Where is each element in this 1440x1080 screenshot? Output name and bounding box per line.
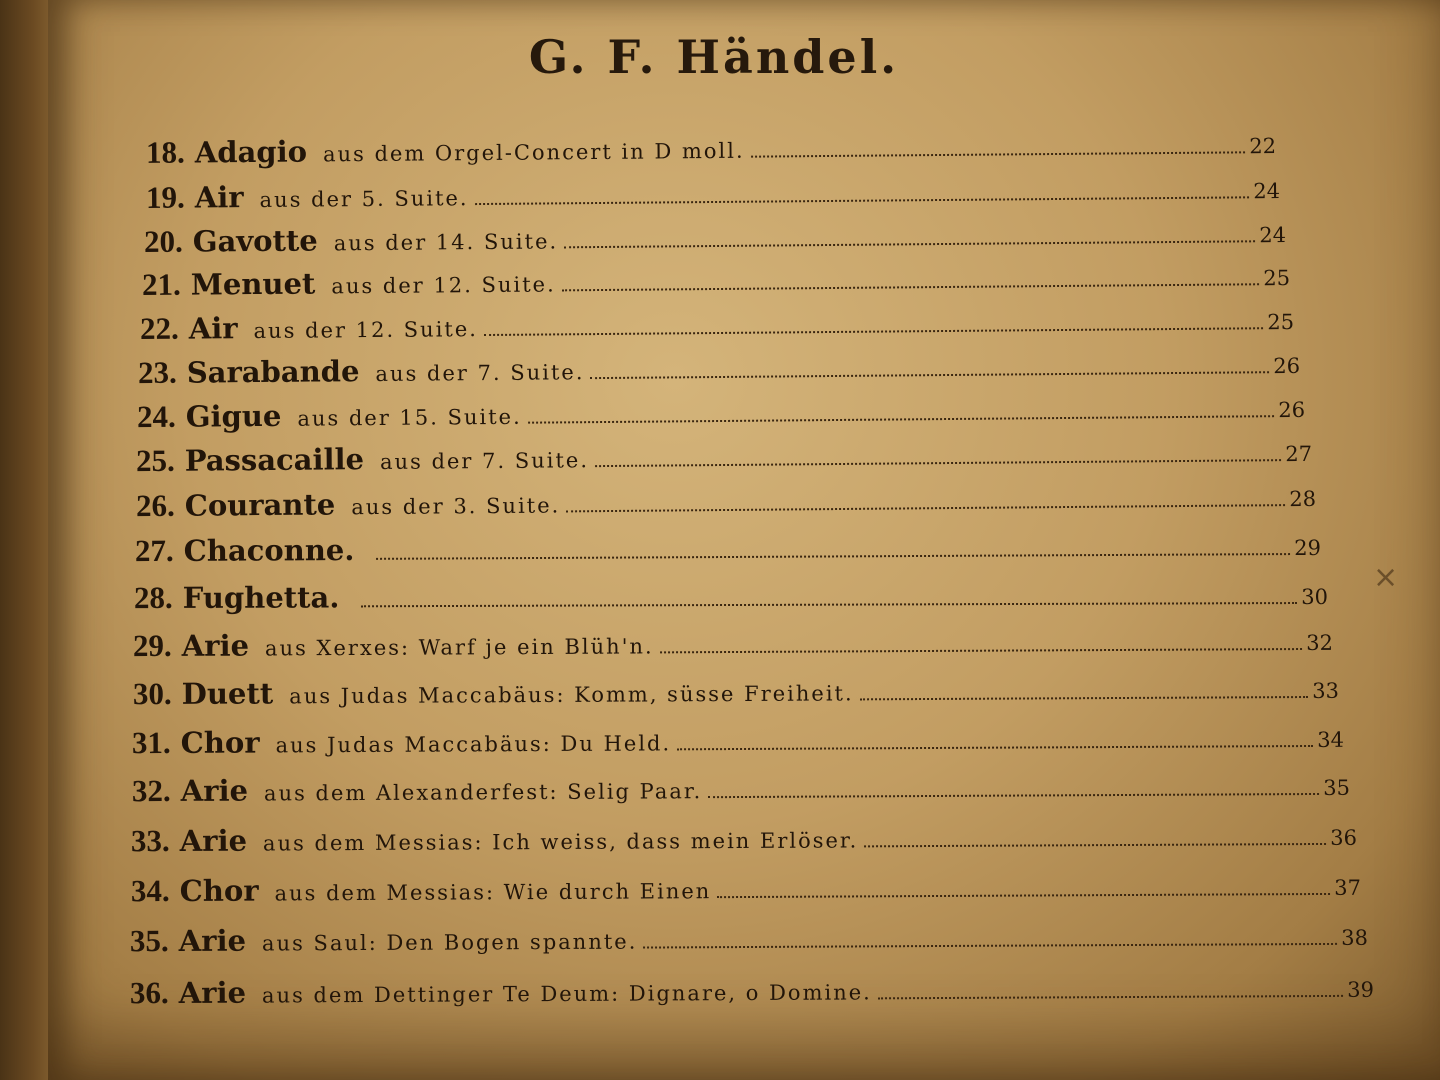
entry-page: 30 xyxy=(1301,584,1329,610)
entry-page: 24 xyxy=(1253,179,1281,204)
entry-number: 21. xyxy=(141,266,181,303)
entry-work: Passacaille xyxy=(184,442,365,478)
entry-number: 18. xyxy=(145,134,185,170)
entry-number: 32. xyxy=(131,772,171,809)
dot-leader xyxy=(595,459,1281,467)
toc-entry xyxy=(138,345,1300,391)
entry-page: 37 xyxy=(1334,875,1362,900)
entry-page: 28 xyxy=(1289,486,1317,512)
toc-entry xyxy=(130,917,1368,959)
toc-entry xyxy=(136,478,1316,524)
entry-number: 22. xyxy=(139,310,179,347)
dot-leader xyxy=(751,151,1246,157)
entry-work: Arie xyxy=(178,975,247,1011)
entry-work: Arie xyxy=(181,628,250,663)
dot-leader xyxy=(643,943,1337,949)
entry-number: 25. xyxy=(135,442,175,479)
entry-work: Arie xyxy=(179,823,248,858)
entry-page: 35 xyxy=(1323,775,1351,800)
toc-entry xyxy=(131,867,1361,909)
toc-entry xyxy=(132,719,1344,761)
entry-number: 27. xyxy=(134,532,174,569)
entry-number: 30. xyxy=(132,675,172,712)
entry-number: 36. xyxy=(129,975,169,1011)
entry-detail: aus der 7. Suite. xyxy=(379,448,590,475)
toc-entry xyxy=(144,214,1286,260)
entry-number: 33. xyxy=(130,823,170,859)
entry-page: 32 xyxy=(1306,630,1334,655)
entry-work: Adagio xyxy=(194,134,308,170)
entry-number: 34. xyxy=(130,873,170,909)
dot-leader xyxy=(860,696,1309,700)
dot-leader xyxy=(484,327,1263,336)
entry-work: Gavotte xyxy=(192,223,318,259)
entry-number: 31. xyxy=(131,724,171,761)
dot-leader xyxy=(864,843,1326,847)
entry-detail: aus dem Messias: Wie durch Einen xyxy=(274,879,712,906)
toc-entry xyxy=(137,389,1305,435)
entry-work: Chor xyxy=(179,873,259,908)
entry-number: 23. xyxy=(137,354,177,391)
toc-entry xyxy=(133,670,1339,712)
toc-entry xyxy=(136,433,1312,479)
entry-detail: aus der 15. Suite. xyxy=(297,404,522,431)
entry-page: 25 xyxy=(1263,265,1291,291)
dot-leader xyxy=(566,504,1285,512)
entry-work: Menuet xyxy=(190,266,316,302)
entry-number: 35. xyxy=(129,923,169,959)
entry-detail: aus Judas Maccabäus: Du Held. xyxy=(275,731,672,758)
dot-leader xyxy=(376,553,1290,560)
dot-leader xyxy=(361,602,1297,607)
entry-work: Arie xyxy=(178,923,247,958)
entry-work: Sarabande xyxy=(186,354,360,390)
toc-entry xyxy=(146,170,1280,216)
entry-work: Fughetta. xyxy=(182,580,340,615)
dot-leader xyxy=(590,371,1269,379)
dot-leader xyxy=(562,283,1260,291)
entry-number: 29. xyxy=(132,627,172,664)
toc-entry xyxy=(132,767,1350,809)
entry-work: Duett xyxy=(181,676,274,711)
entry-detail: aus dem Dettinger Te Deum: Dignare, o Domine. xyxy=(261,980,872,1008)
entry-page: 27 xyxy=(1285,441,1313,467)
entry-detail: aus dem Orgel-Concert in D moll. xyxy=(322,138,745,167)
entry-detail: aus der 3. Suite. xyxy=(351,493,561,520)
entry-work: Air xyxy=(194,180,244,215)
entry-page: 22 xyxy=(1249,134,1277,159)
entry-page: 26 xyxy=(1273,353,1301,379)
entry-detail: aus Judas Maccabäus: Komm, süsse Freiheit. xyxy=(289,681,854,709)
entry-number: 19. xyxy=(145,179,185,215)
toc-entry xyxy=(146,125,1276,171)
entry-page: 29 xyxy=(1294,535,1322,561)
dot-leader xyxy=(660,648,1303,653)
dot-leader xyxy=(878,995,1343,999)
entry-page: 25 xyxy=(1267,309,1295,335)
dot-leader xyxy=(708,793,1319,798)
dot-leader xyxy=(717,893,1330,898)
dot-leader xyxy=(528,415,1275,424)
entry-detail: aus Saul: Den Bogen spannte. xyxy=(261,929,638,956)
toc-entry xyxy=(142,257,1290,303)
entry-work: Gigue xyxy=(185,398,282,434)
entry-page: 34 xyxy=(1317,727,1345,752)
toc-entry xyxy=(140,301,1294,347)
entry-page: 38 xyxy=(1341,925,1369,950)
entry-work: Chor xyxy=(180,725,260,760)
entry-work: Courante xyxy=(184,487,336,523)
entry-number: 24. xyxy=(136,398,176,435)
dot-leader xyxy=(475,196,1250,205)
toc-entry xyxy=(131,817,1357,859)
entry-number: 28. xyxy=(133,579,173,616)
entry-page: 33 xyxy=(1312,678,1340,703)
toc-entry xyxy=(133,622,1333,664)
entry-detail: aus dem Messias: Ich weiss, dass mein Erlöser. xyxy=(262,828,859,856)
entry-number: 20. xyxy=(143,223,183,259)
toc-entry xyxy=(135,527,1321,569)
entry-detail: aus der 7. Suite. xyxy=(375,360,585,386)
entry-detail: aus dem Alexanderfest: Selig Paar. xyxy=(263,779,703,806)
entry-detail: aus der 5. Suite. xyxy=(259,186,469,212)
entry-page: 26 xyxy=(1278,397,1306,423)
dot-leader xyxy=(677,745,1313,750)
dot-leader xyxy=(564,240,1255,248)
entry-number: 26. xyxy=(135,487,175,524)
pencil-mark: × xyxy=(1373,560,1399,595)
entry-detail: aus der 14. Suite. xyxy=(333,229,559,256)
entry-page: 36 xyxy=(1330,825,1358,850)
toc-entry xyxy=(134,576,1328,616)
entry-detail: aus der 12. Suite. xyxy=(331,272,556,299)
entry-page: 24 xyxy=(1259,223,1287,248)
toc-entry xyxy=(130,969,1374,1012)
entry-detail: aus Xerxes: Warf je ein Blüh'n. xyxy=(264,634,654,661)
entry-page: 39 xyxy=(1347,977,1375,1002)
page-title: G. F. Händel. xyxy=(528,30,900,84)
entry-detail: aus der 12. Suite. xyxy=(253,317,479,344)
entry-work: Air xyxy=(188,311,238,346)
entry-work: Arie xyxy=(180,773,249,808)
entry-work: Chaconne. xyxy=(183,532,355,568)
